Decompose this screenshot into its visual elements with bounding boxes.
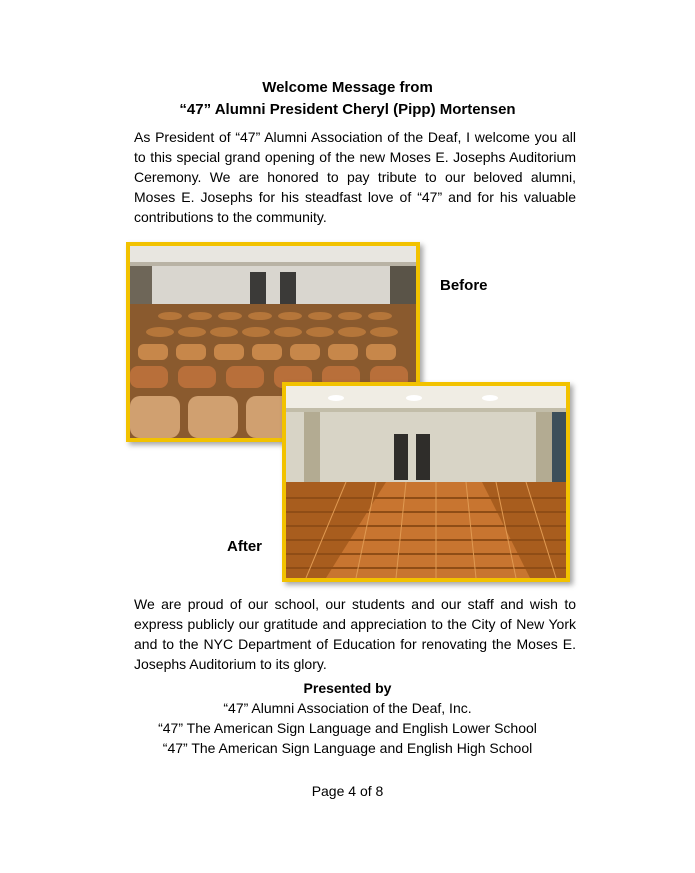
- page-number: Page 4 of 8: [311, 783, 384, 799]
- after-label: After: [227, 538, 263, 555]
- intro-paragraph: As President of “47” Alumni Association of the Deaf, I welcome you all to this special grand opening of the new Moses E. Josephs Auditorium Ceremony. We are honored to pay tribute to our beloved alumni, Moses E. Josephs for his steadfast love of “47” and for his valuable contributions to the community.: [134, 129, 576, 225]
- title-line-2: “47” Alumni President Cheryl (Pipp) Mortensen: [179, 101, 516, 118]
- presenter-line: “47” The American Sign Language and English Lower School: [158, 720, 537, 736]
- after-photo: [282, 382, 570, 582]
- closing-paragraph: We are proud of our school, our students and our staff and wish to express publicly our gratitude and appreciation to the City of New York and to the NYC Department of Education for renovating the Moses E. Josephs Auditorium to its glory.: [134, 596, 576, 672]
- title-line-1: Welcome Message from: [262, 79, 433, 96]
- presenter-line: “47” Alumni Association of the Deaf, Inc.: [223, 700, 472, 716]
- before-label: Before: [440, 277, 488, 294]
- presented-by-heading: Presented by: [303, 680, 392, 696]
- presenter-line: “47” The American Sign Language and English High School: [162, 740, 533, 756]
